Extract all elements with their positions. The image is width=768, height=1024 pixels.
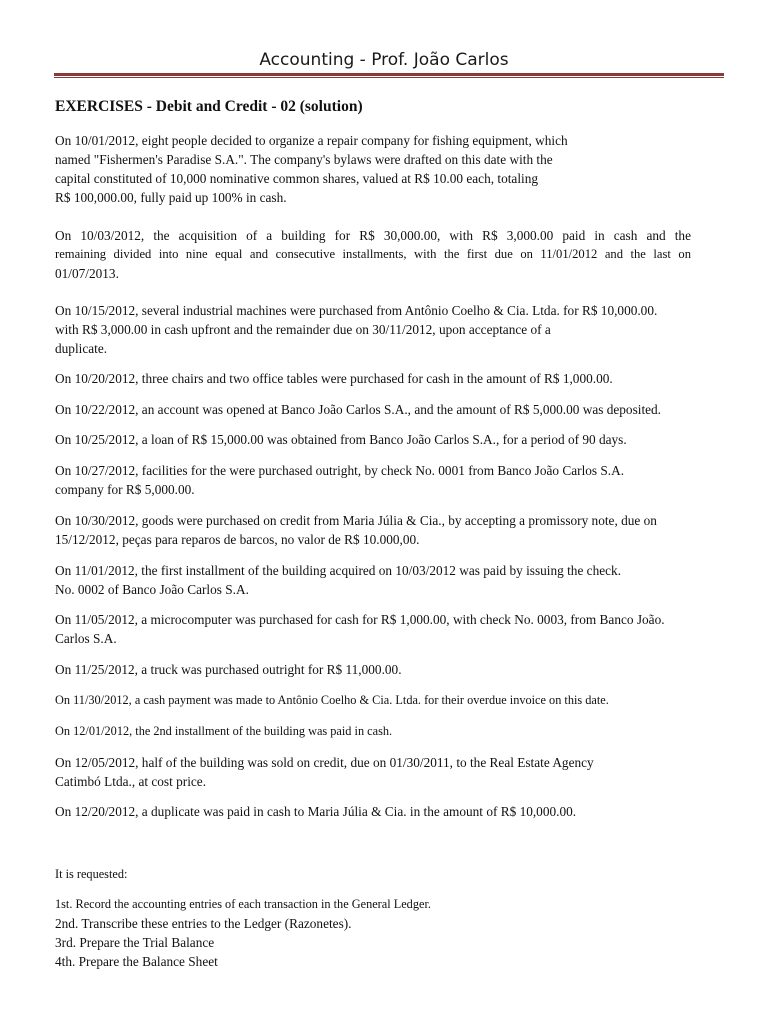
transaction-paragraph-4 [55,369,691,388]
paragraph-line: company for R$ 5,000.00. [55,482,195,497]
transaction-paragraph-10 [55,610,691,648]
paragraph-line: Catimbó Ltda., at cost price. [55,774,207,789]
paragraph-line: On 11/25/2012, a truck was purchased outright for R$ 11,000.00. [55,662,402,677]
paragraph-line: On 12/20/2012, a duplicate was paid in cash to Maria Júlia & Cia. in the amount of R$ 10,000.00. [55,804,577,819]
transaction-paragraph-9 [55,561,691,599]
paragraph-line: R$ 100,000.00, fully paid up 100% in cash. [55,190,287,205]
paragraph-line: Carlos S.A. [55,631,117,646]
paragraph-line: On 10/20/2012, three chairs and two office tables were purchased for cash in the amount of R$ 1,000.00. [55,371,613,386]
requested-intro: It is requested: [55,867,128,881]
paragraph-line: remaining divided into nine equal and consecutive installments, with the first due on 11/01/2012 and the last on [55,247,691,261]
paragraph-line: On 11/05/2012, a microcomputer was purchased for cash for R$ 1,000.00, with check No. 0003, from Banco João. [55,612,665,627]
paragraph-line: On 10/01/2012, eight people decided to organize a repair company for fishing equipment, which [55,133,568,148]
transaction-paragraph-14 [55,753,691,791]
paragraph-line: On 12/05/2012, half of the building was sold on credit, due on 01/30/2011, to the Real Estate Agency [55,755,594,770]
paragraph-line: On 10/15/2012, several industrial machines were purchased from Antônio Coelho & Cia. Ltda. for R$ 10,000.00. [55,303,658,318]
requested-item: 3rd. Prepare the Trial Balance [55,935,215,950]
requested-item: 2nd. Transcribe these entries to the Ledger (Razonetes). [55,916,352,931]
paragraph-line: On 12/01/2012, the 2nd installment of the building was paid in cash. [55,724,393,738]
paragraph-line: On 11/01/2012, the first installment of the building acquired on 10/03/2012 was paid by issuing the check. [55,563,622,578]
paragraph-line: On 10/03/2012, the acquisition of a building for R$ 30,000.00, with R$ 3,000.00 paid in cash and the [55,228,691,243]
paragraph-line: On 11/30/2012, a cash payment was made to Antônio Coelho & Cia. Ltda. for their overdue invoice on this date. [55,693,609,707]
header-title: Accounting - Prof. João Carlos [259,50,509,70]
paragraph-line: capital constituted of 10,000 nominative common shares, valued at R$ 10.00 each, totaling [55,171,539,186]
transaction-paragraph-5 [55,400,691,419]
paragraph-line: 15/12/2012, peças para reparos de barcos, no valor de R$ 10.000,00. [55,532,420,547]
paragraph-line: On 10/22/2012, an account was opened at Banco João Carlos S.A., and the amount of R$ 5,000.00 was deposited. [55,402,662,417]
transaction-paragraph-1 [55,131,691,207]
header-rule-thin [54,77,724,78]
transaction-paragraph-13 [55,722,691,741]
paragraph-line: On 10/30/2012, goods were purchased on credit from Maria Júlia & Cia., by accepting a promissory note, due on [55,513,657,528]
transaction-paragraph-8 [55,511,691,549]
transaction-paragraph-2 [55,226,691,283]
header-rule-thick [54,73,724,76]
requested-item: 4th. Prepare the Balance Sheet [55,954,218,969]
paragraph-line: On 10/25/2012, a loan of R$ 15,000.00 was obtained from Banco João Carlos S.A., for a period of 90 days. [55,432,627,447]
paragraph-line: 01/07/2013. [55,266,119,281]
requested-item: 1st. Record the accounting entries of each transaction in the General Ledger. [55,897,431,911]
transaction-paragraph-7 [55,461,691,499]
requested-list [55,895,691,971]
paragraph-line: with R$ 3,000.00 in cash upfront and the remainder due on 30/11/2012, upon acceptance of a [55,322,551,337]
paragraph-line: duplicate. [55,341,108,356]
transaction-paragraph-6 [55,430,691,449]
transaction-paragraph-15 [55,802,691,821]
transaction-paragraph-11 [55,660,691,679]
paragraph-line: named "Fishermen's Paradise S.A.". The company's bylaws were drafted on this date with the [55,152,553,167]
section-heading: EXERCISES - Debit and Credit - 02 (solution) [55,98,363,115]
transaction-paragraph-12 [55,691,691,710]
paragraph-line: On 10/27/2012, facilities for the were purchased outright, by check No. 0001 from Banco João Carlos S.A. [55,463,625,478]
transaction-paragraph-3 [55,301,691,358]
paragraph-line: No. 0002 of Banco João Carlos S.A. [55,582,249,597]
